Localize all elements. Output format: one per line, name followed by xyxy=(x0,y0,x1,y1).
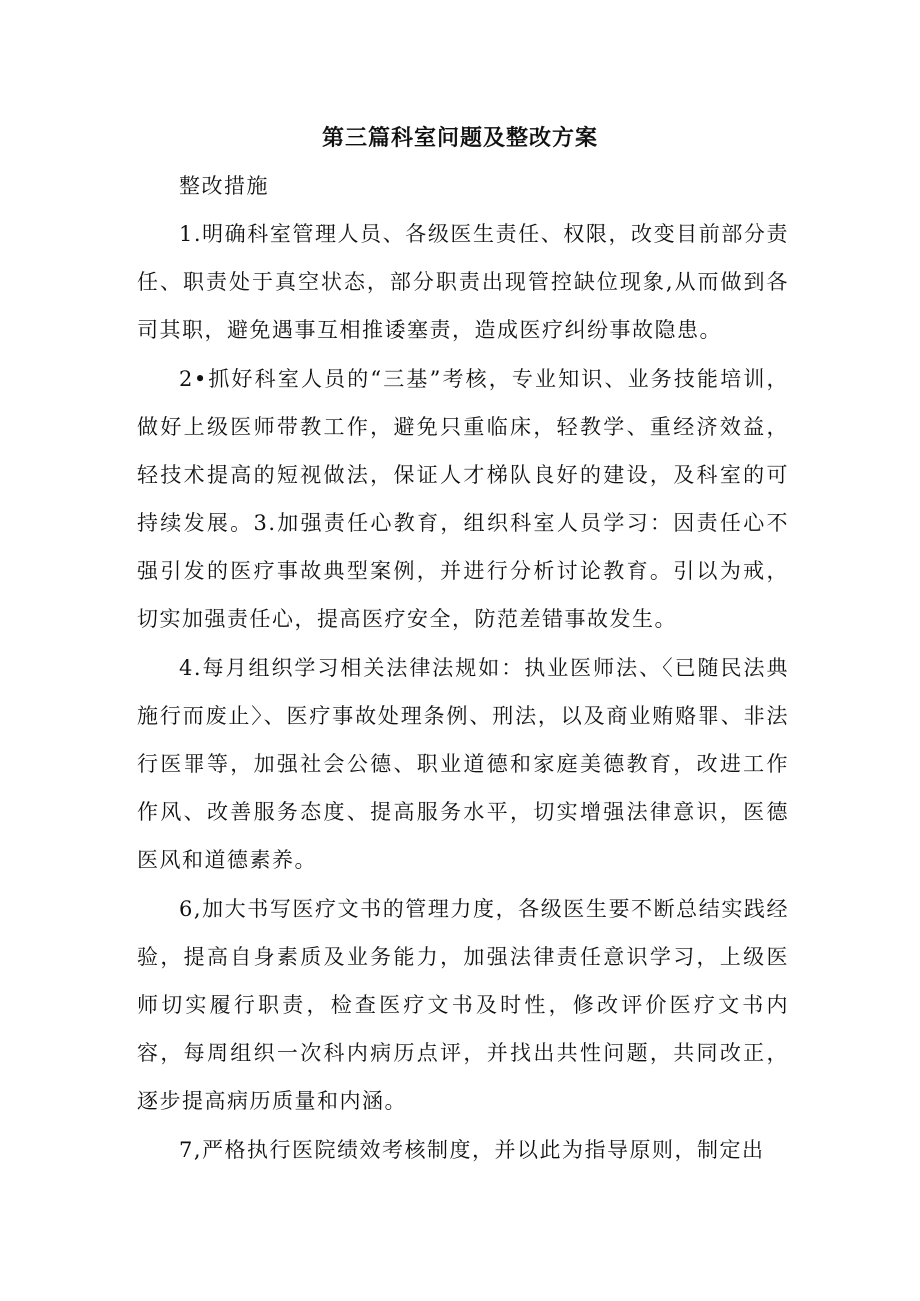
document-title: 第三篇科室问题及整改方案 xyxy=(321,125,598,151)
section-heading: 整改措施 xyxy=(179,174,269,198)
paragraph-7: 7,严格执行医院绩效考核制度，并以此为指导原则，制定出 xyxy=(179,1138,765,1162)
paragraph-6: 6,加大书写医疗文书的管理力度，各级医生要不断总结实践经验，提高自身素质及业务能力，加强法律责任意识学习，上级医师切实履行职责，检查医疗文书及时性，修改评价医疗文书内容，每周组织一次科内病历点评，并找出共性问题，共同改正，逐步提高病历质量和内涵。 xyxy=(137,897,789,1113)
paragraph-1: 1.明确科室管理人员、各级医生责任、权限，改变目前部分责任、职责处于真空状态，部分职责出现管控缺位现象,从而做到各司其职，避免遇事互相推诿塞责，造成医疗纠纷事故隐患。 xyxy=(137,222,789,342)
paragraph-2: 2•抓好科室人员的“三基”考核，专业知识、业务技能培训，做好上级医师带教工作，避免只重临床，轻教学、重经济效益，轻技术提高的短视做法，保证人才梯队良好的建设，及科室的可持续发展。3.加强责任心教育，组织科室人员学习：因责任心不强引发的医疗事故典型案例，并进行分析讨论教育。引以为戒，切实加强责任心，提高医疗安全，防范差错事故发生。 xyxy=(137,367,789,631)
paragraph-4: 4.每月组织学习相关法律法规如：执业医师法、〈已随民法典施行而废止〉、医疗事故处理条例、刑法，以及商业贿赂罪、非法行医罪等，加强社会公德、职业道德和家庭美德教育，改进工作作风、改善服务态度、提高服务水平，切实增强法律意识，医德医风和道德素养。 xyxy=(137,656,789,872)
